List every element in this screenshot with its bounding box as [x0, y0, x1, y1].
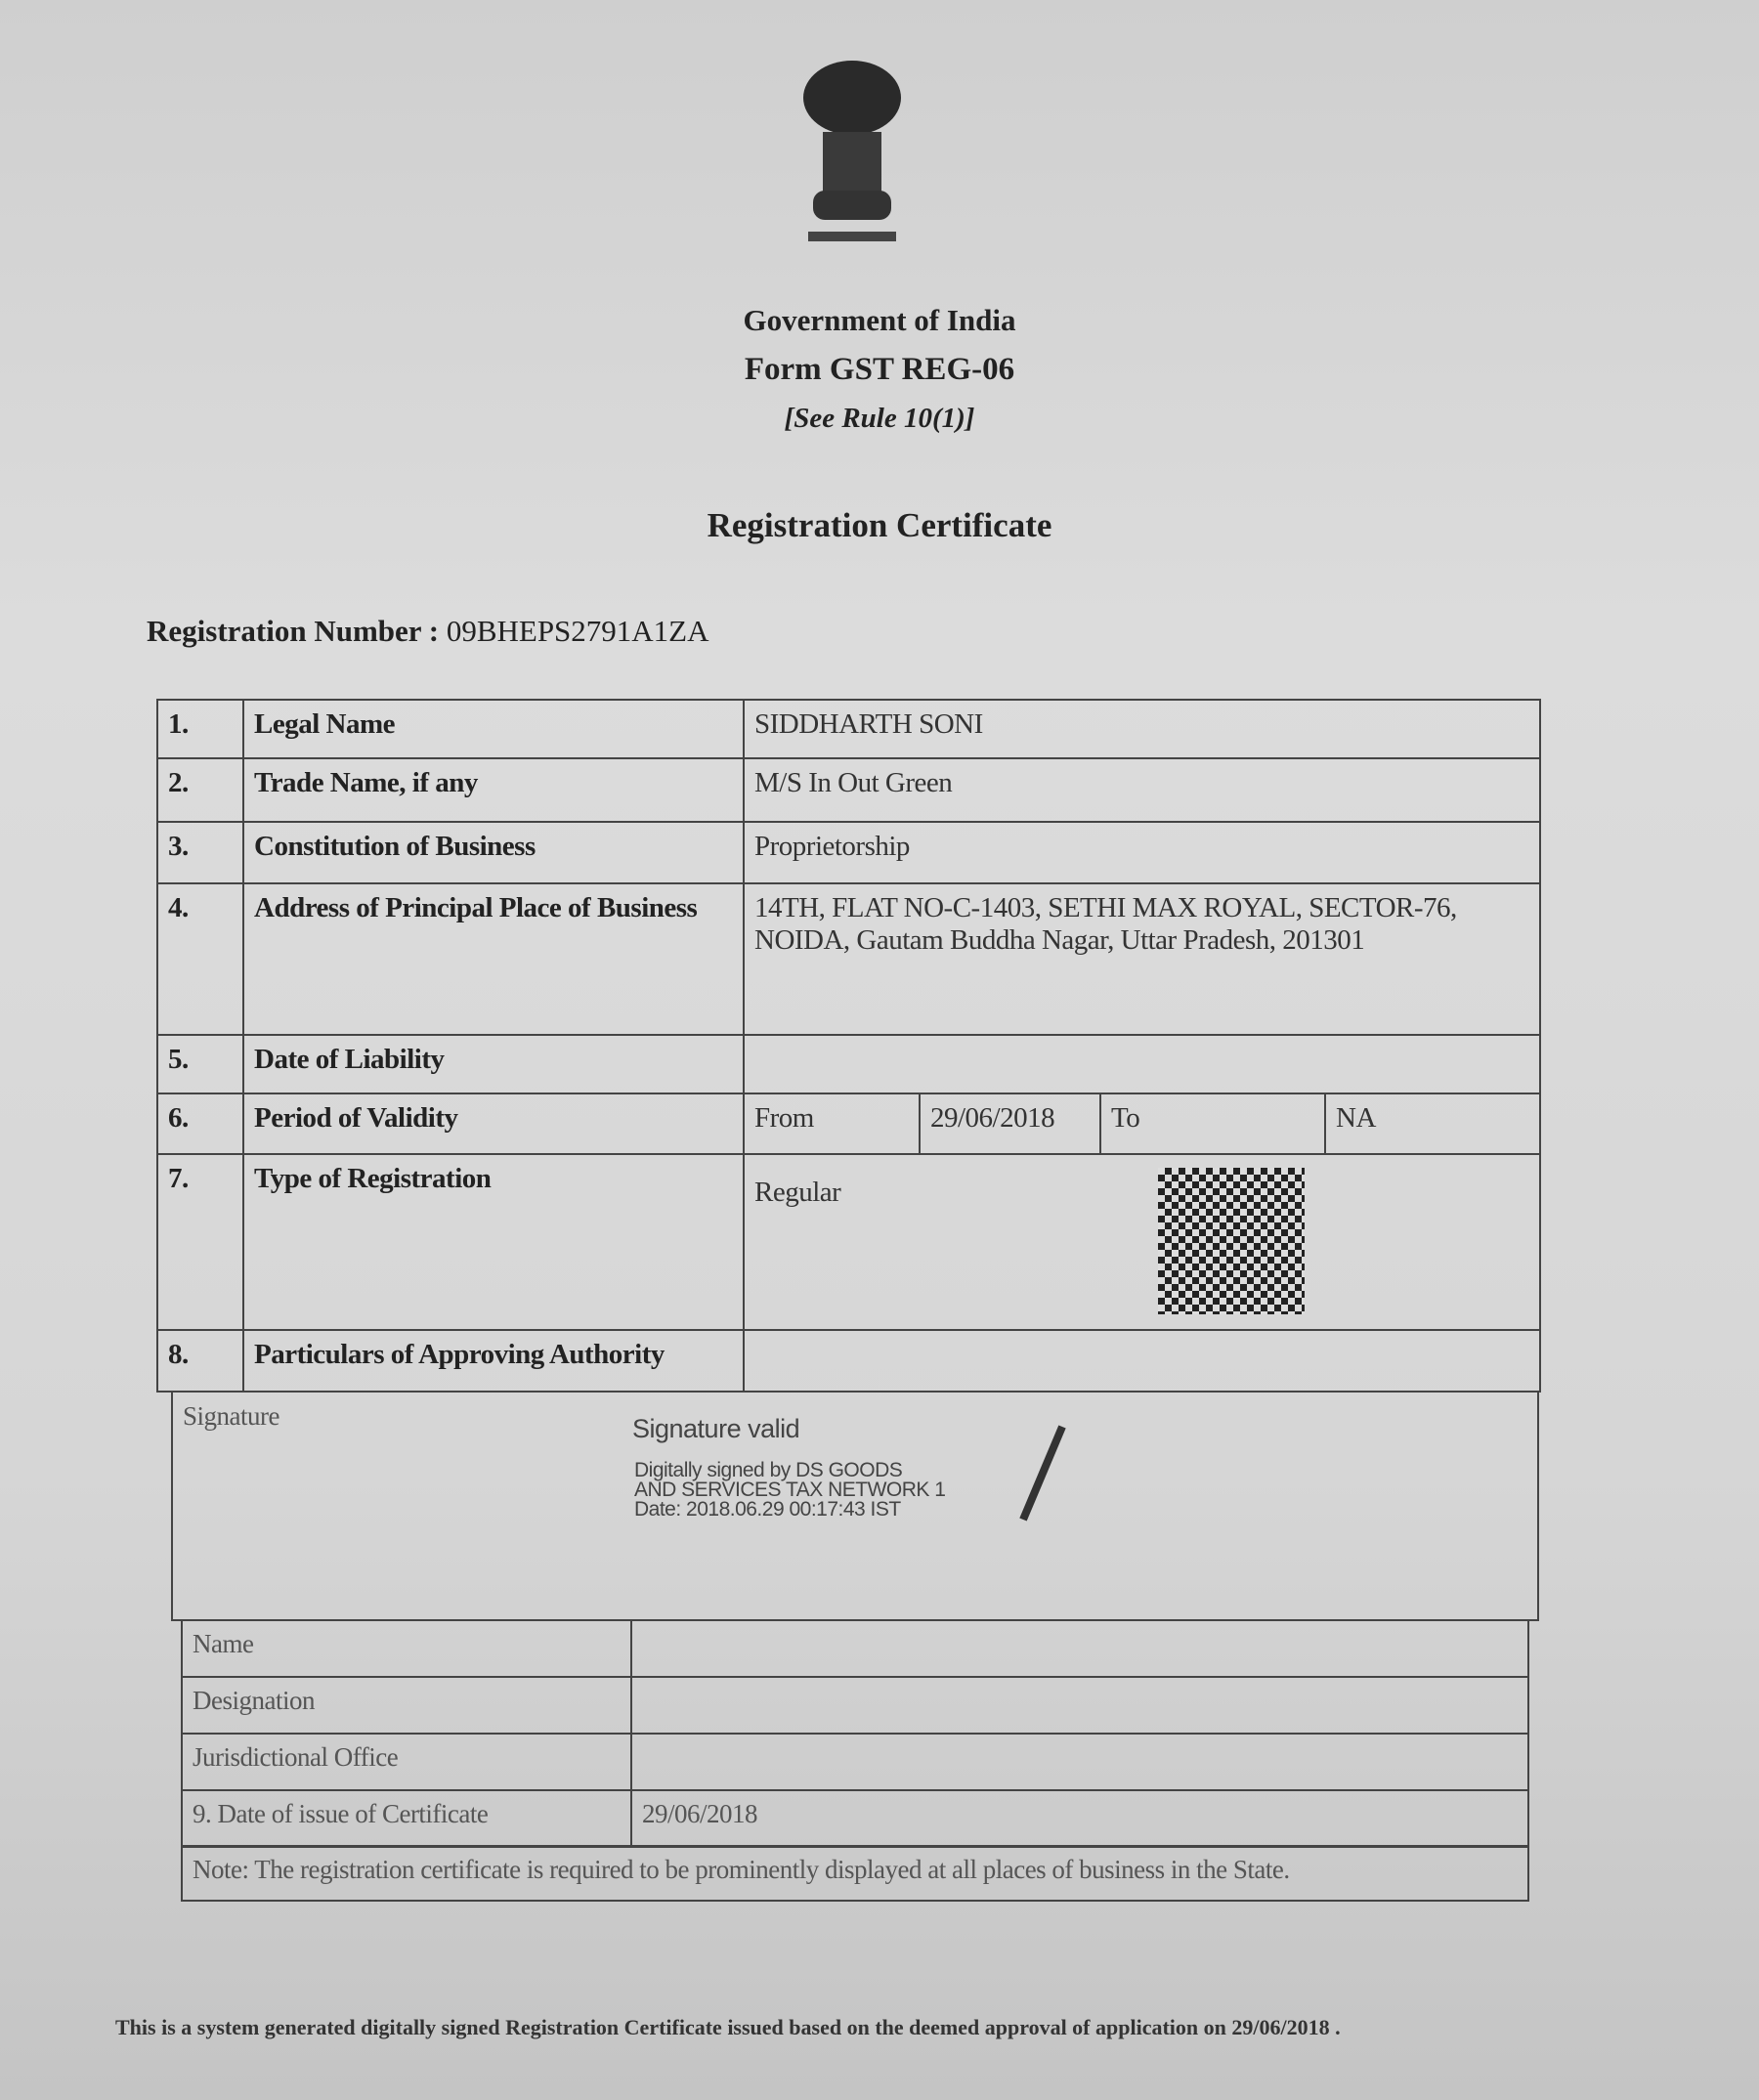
row-value: Regular [743, 1153, 1541, 1331]
row-value [743, 1329, 1541, 1393]
rule-ref: [See Rule 10(1)] [784, 403, 975, 434]
row-label: Type of Registration [242, 1153, 745, 1331]
government-title: Government of India [743, 303, 1016, 337]
row-label: Constitution of Business [242, 821, 745, 884]
certificate-title: Registration Certificate [707, 506, 1052, 544]
row-number: 1. [156, 699, 244, 759]
authority-value [630, 1619, 1529, 1678]
row-label: Particulars of Approving Authority [242, 1329, 745, 1393]
row-value: Proprietorship [743, 821, 1541, 884]
row-number: 5. [156, 1034, 244, 1094]
form-title: Form GST REG-06 [744, 352, 1015, 387]
signature-details: Digitally signed by DS GOODS AND SERVICES TAX NETWORK 1 Date: 2018.06.29 00:17:43 IST [634, 1459, 946, 1521]
authority-value: 29/06/2018 [630, 1789, 1529, 1848]
authority-label: Designation [181, 1676, 632, 1735]
checkmark-icon [1013, 1422, 1072, 1529]
footer-text: This is a system generated digitally signed Registration Certificate issued based on the deemed approval of application on 29/06/2018 . [115, 2015, 1341, 2039]
validity-to-label: To [1099, 1093, 1326, 1155]
row-number: 8. [156, 1329, 244, 1393]
signature-block: Signature Signature valid Digitally signed by DS GOODS AND SERVICES TAX NETWORK 1 Date: 2018.06.29 00:17:43 IST [171, 1391, 1539, 1621]
registration-number: Registration Number : 09BHEPS2791A1ZA [147, 614, 709, 648]
row-value: SIDDHARTH SONI [743, 699, 1541, 759]
row-number: 4. [156, 882, 244, 1036]
row-number: 3. [156, 821, 244, 884]
validity-to: NA [1324, 1093, 1541, 1155]
qr-code [1158, 1168, 1305, 1314]
validity-from: 29/06/2018 [919, 1093, 1101, 1155]
authority-label: 9. Date of issue of Certificate [181, 1789, 632, 1848]
row-value [743, 1034, 1541, 1094]
row-label: Period of Validity [242, 1093, 745, 1155]
row-label: Legal Name [242, 699, 745, 759]
row-value: M/S In Out Green [743, 757, 1541, 823]
validity-from-label: From [743, 1093, 921, 1155]
authority-value [630, 1733, 1529, 1791]
authority-label: Name [181, 1619, 632, 1678]
row-value: 14TH, FLAT NO-C-1403, SETHI MAX ROYAL, SECTOR-76, NOIDA, Gautam Buddha Nagar, Uttar Pradesh, 201301 [743, 882, 1541, 1036]
row-label: Date of Liability [242, 1034, 745, 1094]
authority-value [630, 1676, 1529, 1735]
row-number: 2. [156, 757, 244, 823]
note: Note: The registration certificate is required to be prominently displayed at all places of business in the State. [181, 1845, 1529, 1902]
signature-status: Signature valid [632, 1414, 800, 1443]
row-number: 6. [156, 1093, 244, 1155]
row-label: Trade Name, if any [242, 757, 745, 823]
row-number: 7. [156, 1153, 244, 1331]
national-emblem [794, 54, 911, 249]
authority-label: Jurisdictional Office [181, 1733, 632, 1791]
row-label: Address of Principal Place of Business [242, 882, 745, 1036]
